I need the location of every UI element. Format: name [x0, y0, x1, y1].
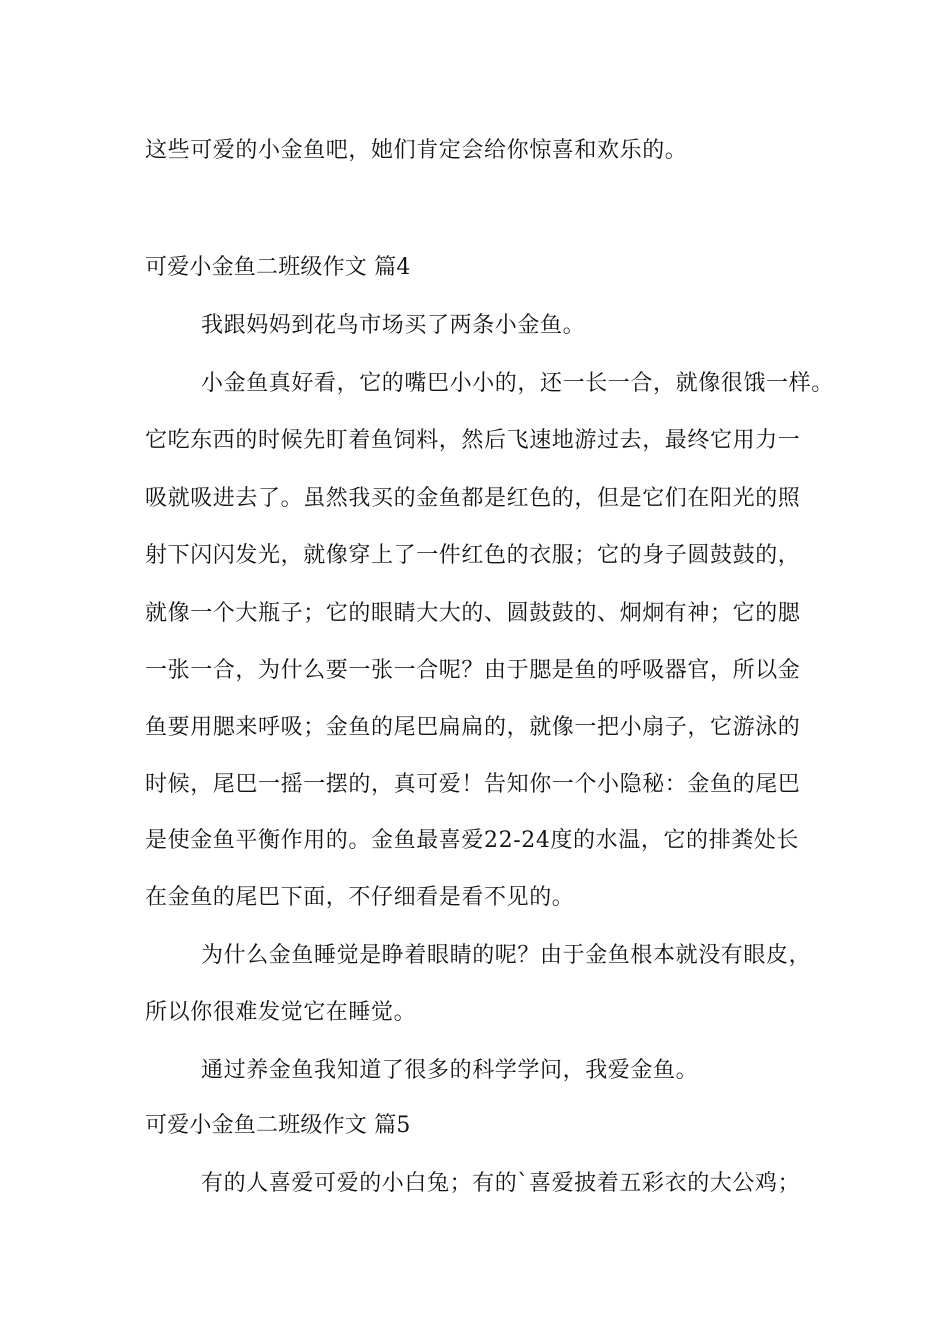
section-4-paragraph-3-line-2: 所以你很难发觉它在睡觉。 — [145, 1000, 417, 1025]
section-4-paragraph-2-line-4: 射下闪闪发光，就像穿上了一件红色的衣服；它的身子圆鼓鼓的， — [145, 543, 801, 568]
section-4-paragraph-2-line-10: 在金鱼的尾巴下面，不仔细看是看不见的。 — [145, 885, 575, 910]
section-4-paragraph-2-line-2: 它吃东西的时候先盯着鱼饲料，然后飞速地游过去，最终它用力一 — [145, 428, 801, 453]
section-4-heading: 可爱小金鱼二班级作文 篇4 — [145, 255, 411, 280]
section-4-paragraph-2-line-7: 鱼要用腮来呼吸；金鱼的尾巴扁扁的，就像一把小扇子，它游泳的 — [145, 715, 801, 740]
intro-tail-line: 这些可爱的小金鱼吧，她们肯定会给你惊喜和欢乐的。 — [145, 138, 688, 163]
section-4-paragraph-2-line-9: 是使金鱼平衡作用的。金鱼最喜爱22-24度的水温，它的排粪处长 — [145, 828, 800, 853]
section-5-heading: 可爱小金鱼二班级作文 篇5 — [145, 1113, 411, 1138]
section-4-paragraph-2-line-3: 吸就吸进去了。虽然我买的金鱼都是红色的，但是它们在阳光的照 — [145, 486, 801, 511]
section-4-paragraph-2-line-1: 小金鱼真好看，它的嘴巴小小的，还一长一合，就像很饿一样。 — [201, 371, 834, 396]
section-4-paragraph-2-line-6: 一张一合，为什么要一张一合呢？由于腮是鱼的呼吸器官，所以金 — [145, 658, 801, 683]
section-4-paragraph-2-line-5: 就像一个大瓶子；它的眼睛大大的、圆鼓鼓的、炯炯有神；它的腮 — [145, 601, 801, 626]
section-4-paragraph-2-line-8: 时候，尾巴一摇一摆的，真可爱！告知你一个小隐秘：金鱼的尾巴 — [145, 772, 801, 797]
section-5-paragraph-1-line-1: 有的人喜爱可爱的小白兔；有的`喜爱披着五彩衣的大公鸡； — [201, 1171, 801, 1196]
section-4-paragraph-1-line-1: 我跟妈妈到花鸟市场买了两条小金鱼。 — [201, 313, 586, 338]
section-4-paragraph-4-line-1: 通过养金鱼我知道了很多的科学学问，我爱金鱼。 — [201, 1058, 699, 1083]
section-4-paragraph-3-line-1: 为什么金鱼睡觉是睁着眼睛的呢？由于金鱼根本就没有眼皮， — [201, 943, 812, 968]
